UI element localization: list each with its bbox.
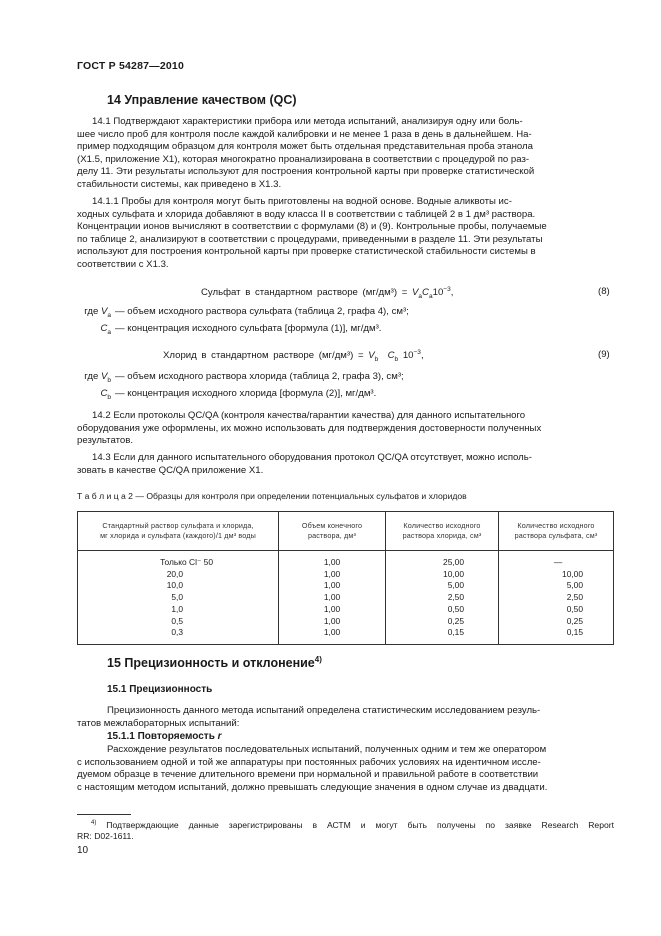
text-line: соответствии с X1.3.: [77, 258, 169, 270]
text-line: 14.1 Подтверждают характеристики прибора или метода испытаний, анализируя одну или боль-: [92, 116, 523, 127]
footnote: [77, 818, 614, 843]
paragraph-14-3: [77, 452, 614, 477]
page-number: 10: [77, 845, 89, 856]
table-cell: 0,15: [566, 627, 583, 638]
table-cell: 0,25: [447, 615, 464, 626]
paragraph-15-1: [77, 705, 614, 730]
header-line: Стандартный раствор сульфата и хлорида,: [102, 520, 254, 530]
table-cell: 0,25: [566, 615, 583, 626]
table-cell: 5,0: [171, 592, 183, 603]
table-cell: 0,50: [566, 603, 583, 614]
where-symbol: C: [100, 323, 108, 335]
where-symbol: V: [100, 306, 108, 317]
table-body-row: [78, 551, 614, 645]
where-9: [77, 370, 404, 405]
where-text: — концентрация исходного хлорида [формула (2)], мг/дм³.: [115, 388, 377, 400]
text-line: с использованием одной и той же аппаратуры при постоянных рабочих условиях на идентичном иссле-: [77, 756, 541, 768]
table-header-cell: [386, 512, 499, 551]
formula-text: Хлорид в стандартном растворе (мг/дм³) =: [163, 350, 369, 362]
footnote-ref: 4): [314, 655, 322, 664]
table-2: [77, 511, 614, 645]
text-line: Концентрации ионов вычисляют в соответствии с формулами (8) и (9). Контрольные пробы, получаемые: [77, 221, 547, 233]
header-line: Количество исходного: [403, 520, 481, 530]
footnote-line: RR: D02-1611.: [77, 831, 134, 842]
table-cell: 0,50: [447, 603, 464, 614]
where-symbol: C: [100, 388, 108, 400]
table-column-4: [499, 551, 614, 645]
where-prefix: где: [84, 371, 99, 382]
formula-symbol: V: [368, 350, 375, 362]
where-symbol: V: [100, 371, 108, 382]
where-8: [77, 305, 409, 340]
footnote-text: Подтверждающие данные зарегистрированы в АСТМ и могут быть получены по заявке Research Report: [106, 819, 614, 830]
text-line: стабильности системы, как приведено в X1.3.: [77, 178, 282, 190]
where-subscript: a: [107, 311, 111, 319]
text-line: Прецизионность данного метода испытаний определена статистическим исследованием резуль-: [107, 705, 541, 716]
formula-subscript: a: [428, 293, 433, 301]
text-line: Расхождение результатов последовательных испытаний, полученных одним и тем же оператором: [107, 744, 547, 755]
text-line: ходных сульфата и хлорида добавляют в воду класса II в соответствии с таблицей 2 в 1 дм³ раствора.: [77, 208, 536, 220]
table-cell: 1,00: [323, 592, 341, 603]
footnote-line: [77, 818, 614, 831]
table-cell: Только Cl⁻ 50: [160, 557, 213, 567]
table-cell: 1,00: [323, 580, 341, 591]
paragraph-14-2: [77, 410, 614, 448]
where-subscript: b: [107, 394, 111, 402]
formula-8: [201, 286, 453, 300]
text-line: пример подходящим образцом для контроля может быть отдельная представительная проба этанола: [77, 141, 533, 153]
formula-subscript: b: [374, 356, 379, 364]
section-15-title-text: 15 Прецизионность и отклонение: [107, 656, 315, 671]
subsection-15-1-title: 15.1 Прецизионность: [107, 684, 213, 695]
table-cell: 1,00: [323, 568, 341, 579]
subsection-text: 15.1.1 Повторяемость: [107, 731, 218, 742]
table-cell: 0,5: [171, 615, 183, 626]
repeatability-symbol: r: [217, 731, 222, 742]
table-2-caption: Т а б л и ц а 2 — Образцы для контроля при определении потенциальных сульфатов и хлоридов: [77, 491, 467, 501]
document-header: ГОСТ Р 54287—2010: [77, 60, 185, 72]
text-line: татов межлабораторных испытаний:: [77, 717, 240, 729]
where-line: [77, 322, 409, 339]
table-header-cell: [279, 512, 386, 551]
text-line: используют для построения контрольной карты при проверке статистической стабильности системы в: [77, 246, 536, 258]
header-line: раствора сульфата, см³: [514, 531, 598, 540]
table-cell: 1,00: [323, 557, 341, 567]
table-cell: 10,00: [443, 568, 464, 579]
table-cell: 1,0: [171, 603, 183, 614]
where-line: [77, 370, 404, 387]
where-subscript: b: [107, 376, 111, 384]
formula-end: ,: [450, 287, 454, 299]
text-line: 14.3 Если для данного испытательного оборудования протокол QC/QA отсутствует, можно исполь-: [92, 452, 532, 463]
footnote-mark: 4): [91, 820, 97, 826]
table-column-1: [78, 551, 279, 645]
text-line: шее число проб для контроля после каждой калибровки и не менее 1 раза в день в дальнейшем. На-: [77, 128, 532, 140]
table-column-2: [279, 551, 386, 645]
text-line: 14.1.1 Пробы для контроля могут быть приготовлены на водной основе. Водные аликвоты ис-: [92, 196, 512, 207]
formula-subscript: b: [394, 356, 399, 364]
paragraph-14-1-1: [77, 196, 614, 272]
table-header-cell: [499, 512, 614, 551]
text-line: 14.2 Если протоколы QC/QA (контроля качества/гарантии качества) для данного испытательного: [92, 410, 526, 421]
section-14-title: 14 Управление качеством (QC): [107, 93, 297, 107]
table-cell: —: [553, 557, 563, 567]
text-line: с настоящим методом испытаний, должно превышать следующие значения в одном случае из двадцати.: [77, 781, 548, 793]
table-cell: 20,0: [166, 568, 183, 579]
text-line: оборудования уже оформлены, их можно использовать для подтверждения достоверности полученных: [77, 422, 542, 434]
table-cell: 25,00: [443, 557, 464, 567]
table-cell: 0,3: [171, 627, 183, 638]
table-cell: 1,00: [323, 615, 341, 626]
formula-symbol: V: [412, 287, 419, 299]
paragraph-15-1-1: [77, 744, 614, 794]
table-cell: 5,00: [447, 580, 464, 591]
table-header-cell: [78, 512, 279, 551]
header-line: раствора хлорида, см³: [402, 531, 482, 540]
formula-symbol: C: [387, 350, 395, 362]
formula-9: [163, 349, 424, 363]
header-line: Количество исходного: [517, 520, 595, 530]
where-text: — объем исходного раствора хлорида (таблица 2, графа 3), см³;: [115, 371, 404, 382]
table-cell: 10,00: [562, 568, 583, 579]
where-line: [77, 387, 404, 404]
header-line: раствора, дм³: [307, 531, 357, 540]
text-line: делу 11. Эти результаты используют для построения контрольной карты при проверке статистической: [77, 166, 535, 178]
text-line: дуемом образце в течение длительного времени при нормальной и правильной работе в соответствии: [77, 769, 539, 781]
text-line: по таблице 2, анализируют в соответствии с процедурами, приведенными в разделе 11. Эти результаты: [77, 233, 543, 245]
formula-text: Сульфат в стандартном растворе (мг/дм³) =: [201, 287, 413, 299]
text-line: (X1.5, приложение X1), которая многократно проанализирована в соответствии с процедурой по раз-: [77, 153, 530, 165]
formula-8-number: (8): [598, 286, 610, 297]
table-cell: 2,50: [447, 592, 464, 603]
where-text: — концентрация исходного сульфата [формула (1)], мг/дм³.: [115, 323, 382, 335]
table-cell: 2,50: [566, 592, 583, 603]
table-column-3: [386, 551, 499, 645]
text-line: зовать в качестве QC/QA приложение X1.: [77, 464, 264, 476]
table-cell: 10,0: [166, 580, 183, 591]
table-cell: 1,00: [323, 603, 341, 614]
text-line: результатов.: [77, 435, 133, 447]
where-prefix: где: [84, 306, 99, 317]
formula-end: ,: [420, 350, 424, 362]
footnote-divider: [77, 814, 131, 815]
where-subscript: a: [107, 329, 111, 337]
formula-exponent: −3: [413, 349, 421, 356]
table-cell: 5,00: [566, 580, 583, 591]
where-text: — объем исходного раствора сульфата (таблица 2, графа 4), см³;: [115, 306, 409, 317]
formula-9-number: (9): [598, 349, 610, 360]
section-15-title: [107, 655, 322, 670]
table-header-row: [78, 512, 614, 551]
formula-number: 10: [402, 350, 414, 362]
formula-subscript: a: [418, 293, 423, 301]
header-line: Объем конечного: [301, 520, 363, 530]
table-cell: 0,15: [447, 627, 464, 638]
table-cell: 1,00: [323, 627, 341, 638]
formula-symbol: C: [422, 287, 429, 299]
where-line: [77, 305, 409, 322]
formula-exponent: −3: [443, 286, 451, 293]
formula-number: 10: [432, 287, 444, 299]
subsection-15-1-1-title: [107, 731, 222, 742]
paragraph-14-1: [77, 116, 614, 192]
header-line: мг хлорида и сульфата (каждого)/1 дм³ воды: [100, 531, 256, 540]
